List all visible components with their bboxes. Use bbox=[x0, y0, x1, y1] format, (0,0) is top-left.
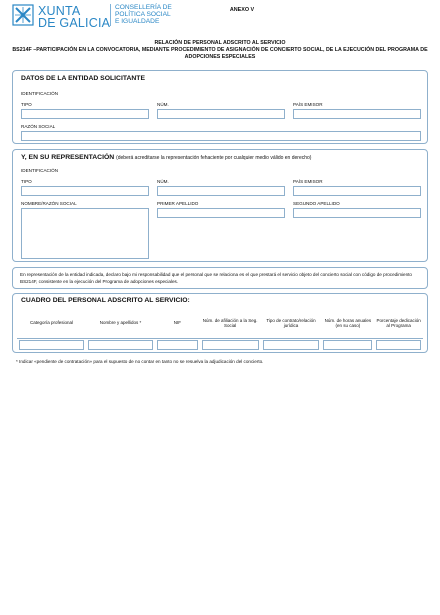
col-nombre: Nombre y apellidos * bbox=[86, 308, 155, 339]
nombre-input[interactable] bbox=[88, 340, 153, 350]
representation-section bbox=[12, 149, 428, 262]
rep-tipo-label: TIPO bbox=[21, 179, 32, 184]
table-cell bbox=[321, 339, 374, 352]
brand-divider bbox=[110, 4, 111, 26]
entity-section-title: DATOS DE LA ENTIDAD SOLICITANTE bbox=[21, 75, 145, 82]
contrato-input[interactable] bbox=[263, 340, 320, 350]
representation-section-title bbox=[21, 154, 311, 161]
entity-razon-field[interactable] bbox=[21, 131, 421, 141]
rep-tipo-field[interactable] bbox=[21, 186, 149, 196]
rep-nombre-label: NOMBRE/RAZÓN SOCIAL bbox=[21, 201, 77, 206]
table-cell bbox=[261, 339, 322, 352]
nif-input[interactable] bbox=[157, 340, 198, 350]
col-porcentaje: Porcentaje dedicación al Programa bbox=[374, 308, 423, 339]
ministry-line-1: CONSELLERÍA DE bbox=[115, 4, 172, 11]
title-main: RELACIÓN DE PERSONAL ADSCRITO AL SERVICIO bbox=[154, 40, 286, 46]
rep-segundo-label: SEGUNDO APELLIDO bbox=[293, 201, 340, 206]
col-horas: Núm. de horas anuales (en su caso) bbox=[321, 308, 374, 339]
porcentaje-input[interactable] bbox=[376, 340, 421, 350]
entity-identification-label: IDENTIFICACIÓN bbox=[21, 91, 59, 96]
brand-line-2: DE GALICIA bbox=[38, 16, 111, 30]
ministry-name bbox=[115, 4, 172, 26]
title-sub: BS214F –PARTICIPACIÓN EN LA CONVOCATORIA, MEDIANTE PROCEDIMIENTO DE ASIGNACIÓN DE CONCIERTO SOCIAL, DE LA EJECUCIÓN DEL PROGRAMA DE ADOPCIONES ESPECIALES bbox=[12, 46, 428, 60]
entity-tipo-label: TIPO bbox=[21, 102, 32, 107]
entity-tipo-field[interactable] bbox=[21, 109, 149, 119]
categoria-input[interactable] bbox=[19, 340, 84, 350]
ministry-line-2: POLÍTICA SOCIAL bbox=[115, 11, 171, 19]
entity-pais-label: PAÍS EMISOR bbox=[293, 102, 323, 107]
annex-label: ANEXO V bbox=[229, 7, 255, 13]
table-row bbox=[17, 339, 423, 352]
entity-num-field[interactable] bbox=[157, 109, 285, 119]
staff-table-header bbox=[17, 308, 423, 339]
footnote: * Indicar «pendiente de contratación» para el supuesto de no contar en tanto no se resuelva la adjudicación del concierto. bbox=[16, 359, 264, 364]
ministry-line-3: E IGUALDADE bbox=[115, 18, 160, 26]
table-cell bbox=[374, 339, 423, 352]
afiliacion-input[interactable] bbox=[202, 340, 259, 350]
col-categoria: Categoría profesional bbox=[17, 308, 86, 339]
declaration-section bbox=[12, 267, 428, 289]
rep-num-field[interactable] bbox=[157, 186, 285, 196]
rep-num-label: NÚM. bbox=[157, 179, 169, 184]
staff-section bbox=[12, 293, 428, 353]
col-contrato: Tipo de contrato/relación jurídica bbox=[261, 308, 322, 339]
table-cell bbox=[17, 339, 86, 352]
entity-num-label: NÚM. bbox=[157, 102, 169, 107]
declaration-text: En representación de la entidad indicada, declaro bajo mi responsabilidad que el personal que se relaciona es el que prestará el servicio objeto del concierto social con código de procedimiento BS214F, consistente en la ejecución del Programa de adopciones especiales. bbox=[20, 272, 412, 285]
entity-section bbox=[12, 70, 428, 144]
brand-line-1: XUNTA bbox=[38, 4, 81, 18]
table-cell bbox=[200, 339, 261, 352]
col-nif: NIF bbox=[155, 308, 200, 339]
rep-identification-label: IDENTIFICACIÓN bbox=[21, 168, 59, 173]
table-cell bbox=[86, 339, 155, 352]
document-title bbox=[12, 40, 428, 60]
rep-segundo-field[interactable] bbox=[293, 208, 421, 218]
staff-table bbox=[17, 308, 423, 351]
horas-input[interactable] bbox=[323, 340, 372, 350]
rep-pais-label: PAÍS EMISOR bbox=[293, 179, 323, 184]
brand-name bbox=[38, 5, 110, 29]
rep-primer-label: PRIMER APELLIDO bbox=[157, 201, 199, 206]
rep-nombre-field[interactable] bbox=[21, 208, 149, 259]
representation-title-text: Y, EN SU REPRESENTACIÓN bbox=[21, 154, 115, 161]
page-header bbox=[12, 4, 432, 34]
representation-note: (deberá acreditarse la representación fehaciente por cualquier medio válido en derecho) bbox=[116, 155, 312, 161]
rep-primer-field[interactable] bbox=[157, 208, 285, 218]
table-cell bbox=[155, 339, 200, 352]
xunta-logo-icon bbox=[12, 4, 34, 26]
rep-pais-field[interactable] bbox=[293, 186, 421, 196]
col-afiliacion: Núm. de afiliación a la Seg. Social bbox=[200, 308, 261, 339]
entity-pais-field[interactable] bbox=[293, 109, 421, 119]
entity-razon-label: RAZÓN SOCIAL bbox=[21, 124, 56, 129]
staff-section-title: CUADRO DEL PERSONAL ADSCRITO AL SERVICIO: bbox=[21, 297, 190, 304]
